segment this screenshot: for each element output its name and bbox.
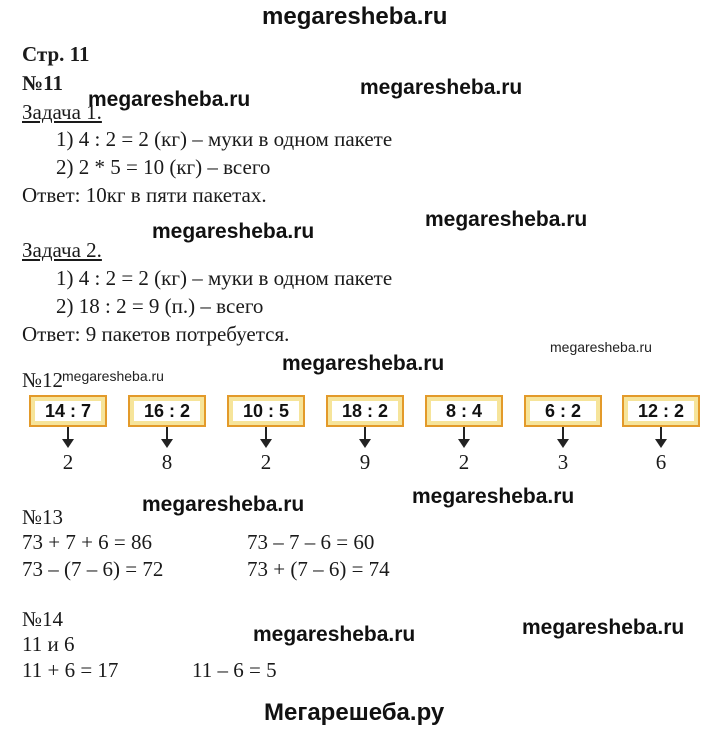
arrow-head: [359, 439, 371, 448]
expression-box: [622, 395, 700, 427]
task13-number: №13: [22, 505, 64, 529]
problem2-step: 1) 4 : 2 = 2 (кг) – муки в одном пакете: [56, 266, 393, 290]
expression: 12 : 2: [628, 401, 694, 421]
arrow-head: [62, 439, 74, 448]
problem1-step: 2) 2 * 5 = 10 (кг) – всего: [56, 155, 271, 179]
watermark: megaresheba.ru: [62, 368, 164, 384]
watermark: megaresheba.ru: [522, 616, 685, 639]
expression: 14 : 7: [35, 401, 101, 421]
task12-number: №12: [22, 368, 64, 392]
result: 6: [655, 450, 667, 474]
arrow-head: [458, 439, 470, 448]
arrow-head: [655, 439, 667, 448]
task13-equation: 73 + 7 + 6 = 86: [22, 530, 153, 554]
expression: 6 : 2: [530, 401, 596, 421]
expression-box: [326, 395, 404, 427]
task13-equation: 73 – 7 – 6 = 60: [247, 530, 375, 554]
watermark: megaresheba.ru: [360, 76, 523, 99]
expression-box: [524, 395, 602, 427]
watermark: megaresheba.ru: [142, 493, 305, 516]
result: 8: [161, 450, 173, 474]
task13-equation: 73 – (7 – 6) = 72: [22, 557, 164, 581]
watermark: megaresheba.ru: [425, 208, 588, 231]
result: 2: [260, 450, 272, 474]
result: 9: [359, 450, 371, 474]
watermark: megaresheba.ru: [282, 352, 445, 375]
watermark: megaresheba.ru: [88, 88, 251, 111]
expression-box: [425, 395, 503, 427]
expression: 16 : 2: [134, 401, 200, 421]
result: 3: [557, 450, 569, 474]
problem2-title: Задача 2.: [22, 238, 102, 262]
task11-number: №11: [22, 71, 63, 95]
expression-box: [128, 395, 206, 427]
watermark: megaresheba.ru: [253, 623, 416, 646]
expression: 18 : 2: [332, 401, 398, 421]
watermark-bottom: Мегарешеба.ру: [264, 699, 445, 726]
watermark-top: megaresheba.ru: [262, 3, 448, 30]
expression: 10 : 5: [233, 401, 299, 421]
problem2-step: 2) 18 : 2 = 9 (п.) – всего: [56, 294, 264, 318]
task14-difference: 11 – 6 = 5: [192, 658, 277, 682]
watermark: megaresheba.ru: [152, 220, 315, 243]
result: 2: [62, 450, 74, 474]
expression-box: [29, 395, 107, 427]
task14-sum: 11 + 6 = 17: [22, 658, 119, 682]
problem1-step: 1) 4 : 2 = 2 (кг) – муки в одном пакете: [56, 127, 393, 151]
result: 2: [458, 450, 470, 474]
arrow-head: [161, 439, 173, 448]
problem1-title: Задача 1.: [22, 100, 102, 124]
page-label: Стр. 11: [22, 42, 90, 66]
task14-number: №14: [22, 607, 64, 631]
expression-box: [227, 395, 305, 427]
watermark: megaresheba.ru: [412, 485, 575, 508]
arrow-head: [557, 439, 569, 448]
task13-equation: 73 + (7 – 6) = 74: [247, 557, 390, 581]
problem2-answer: Ответ: 9 пакетов потребуется.: [22, 322, 290, 346]
task14-pair: 11 и 6: [22, 632, 75, 656]
watermark: megaresheba.ru: [550, 339, 652, 355]
expression: 8 : 4: [431, 401, 497, 421]
problem1-answer: Ответ: 10кг в пяти пакетах.: [22, 183, 267, 207]
arrow-head: [260, 439, 272, 448]
